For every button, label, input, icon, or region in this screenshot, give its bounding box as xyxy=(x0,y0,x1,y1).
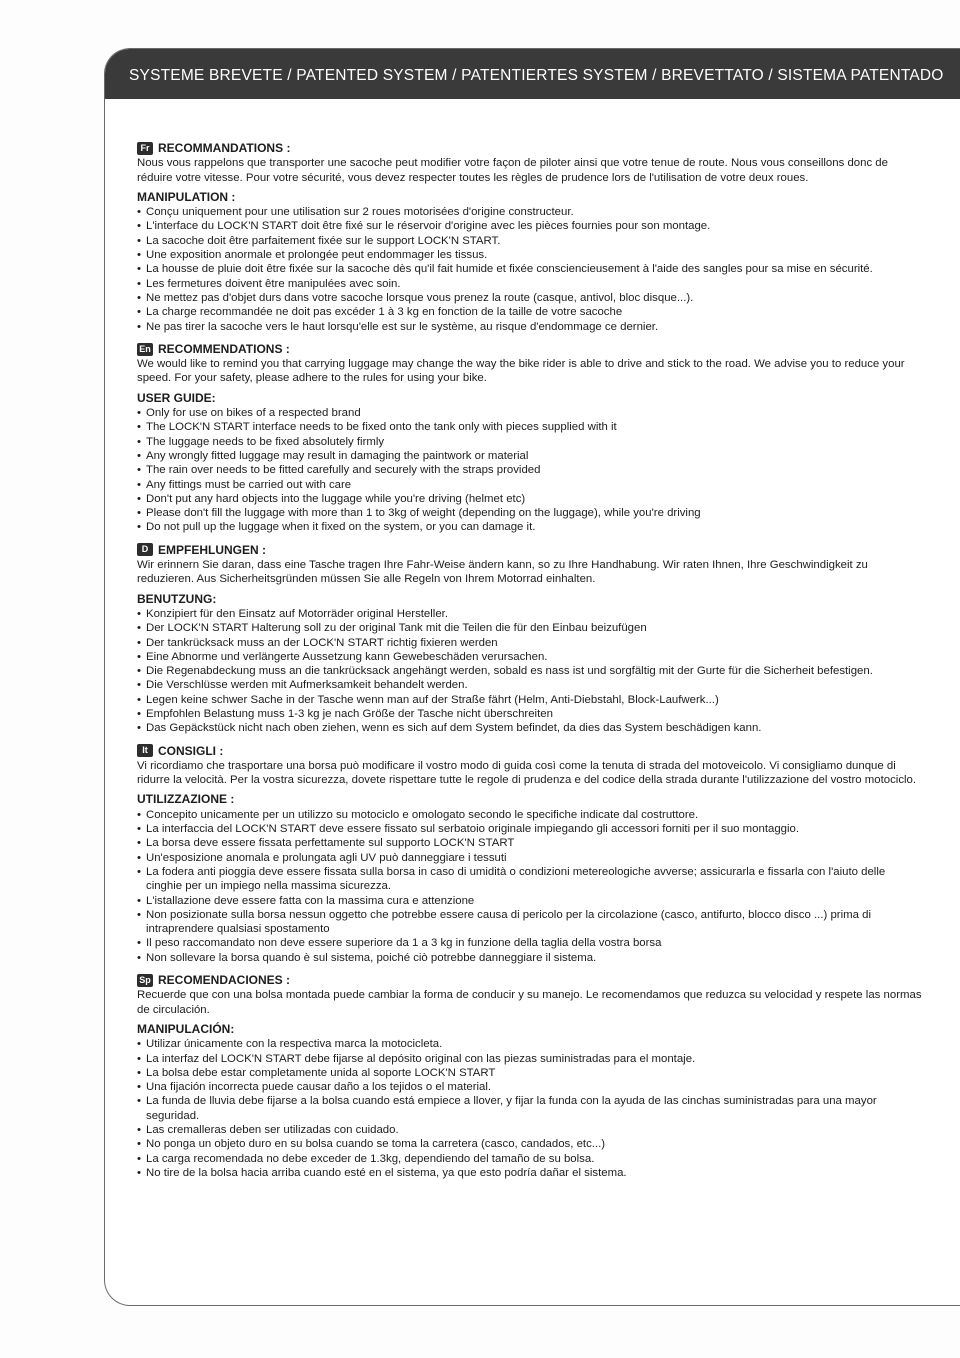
list-item: • Der tankrücksack muss an der LOCK'N START richtig fixieren werden xyxy=(137,636,923,650)
list-item: • No ponga un objeto duro en su bolsa cuando se toma la carretera (casco, candados, etc...) xyxy=(137,1137,923,1151)
flag-es-icon: Sp xyxy=(137,974,153,987)
bullet-list xyxy=(137,808,923,965)
list-item: • Eine Abnorme und verlängerte Aussetzung kann Gewebeschäden verursachen. xyxy=(137,650,923,664)
list-item: • Una fijación incorrecta puede causar daño a los tejidos o el material. xyxy=(137,1080,923,1094)
list-item: • La fodera anti pioggia deve essere fissata sulla borsa in caso di umidità o condizioni metereologiche avverse; assicurarla e fissarla con l'aiuto delle cinghie per un impiego nella massima sicurezza. xyxy=(137,865,923,894)
section-title: RECOMMANDATIONS : xyxy=(158,141,291,155)
list-item: • La interfaccia del LOCK'N START deve essere fissato sul serbatoio originale impiegando gli accessori forniti per il suo montaggio. xyxy=(137,822,923,836)
list-item: • No tire de la bolsa hacia arriba cuando esté en el sistema, ya que esto podría dañar el sistema. xyxy=(137,1166,923,1180)
list-item: • Die Verschlüsse werden mit Aufmerksamkeit behandelt werden. xyxy=(137,678,923,692)
list-item: • Der LOCK'N START Halterung soll zu der original Tank mit die Teilen die für den Einbau beizufügen xyxy=(137,621,923,635)
section-title: EMPFEHLUNGEN : xyxy=(158,542,266,557)
bullet-list xyxy=(137,1037,923,1180)
section-heading xyxy=(137,342,923,356)
list-item: • The LOCK'N START interface needs to be fixed onto the tank only with pieces supplied with it xyxy=(137,420,923,434)
list-item: • La carga recomendada no debe exceder de 1.3kg, dependiendo del tamaño de su bolsa. xyxy=(137,1152,923,1166)
section-subtitle: MANIPULACIÓN: xyxy=(137,1021,235,1036)
section-paragraph: Wir erinnern Sie daran, dass eine Tasche tragen Ihre Fahr-Weise ändern kann, so zu Ihre Handhabung. Wir raten Ihnen, Ihre Geschwindigkeit zu reduzieren. Aus Sicherheitsgründen müssen Sie alle Regeln von Ihrem Motorrad einhalten. xyxy=(137,559,868,586)
flag-de-icon: D xyxy=(137,543,153,556)
list-item: • L'interface du LOCK'N START doit être fixé sur le réservoir d'origine avec les pièces fournies pour son montage. xyxy=(137,219,923,233)
bullet-list xyxy=(137,205,923,334)
section-it xyxy=(137,744,923,965)
list-item: • Do not pull up the luggage when it fixed on the system, or you can damage it. xyxy=(137,520,923,534)
list-item: • Conçu uniquement pour une utilisation sur 2 roues motorisées d'origine constructeur. xyxy=(137,205,923,219)
list-item: • La bolsa debe estar completamente unida al soporte LOCK'N START xyxy=(137,1066,923,1080)
list-item: • Ne mettez pas d'objet durs dans votre sacoche lorsque vous prenez la route (casque, antivol, bloc disque...). xyxy=(137,291,923,305)
section-paragraph: Nous vous rappelons que transporter une sacoche peut modifier votre façon de piloter ainsi que votre tenue de route. Nous vous conseillons donc de réduire votre vitesse. Pour votre sécurité, vous devez respecter toutes les règles de prudence lors de l'utilisation de votre deux roues. xyxy=(137,157,888,184)
header-title: SYSTEME BREVETE / PATENTED SYSTEM / PATENTIERTES SYSTEM / BREVETTATO / SISTEMA PATENTADO xyxy=(129,67,944,84)
list-item: • Il peso raccomandato non deve essere superiore da 1 a 3 kg in funzione della taglia della vostra borsa xyxy=(137,936,923,950)
section-fr xyxy=(137,141,923,334)
section-subtitle: USER GUIDE: xyxy=(137,390,216,405)
section-subtitle: BENUTZUNG: xyxy=(137,591,217,606)
list-item: • Legen keine schwer Sache in der Tasche wenn man auf der Straße fährt (Helm, Anti-Diebstahl, Block-Laufwerk...) xyxy=(137,693,923,707)
flag-fr-icon: Fr xyxy=(137,142,153,155)
section-subtitle: MANIPULATION : xyxy=(137,189,236,204)
list-item: • La charge recommandée ne doit pas excéder 1 à 3 kg en fonction de la taille de votre sacoche xyxy=(137,305,923,319)
list-item: • The luggage needs to be fixed absolutely firmly xyxy=(137,435,923,449)
bullet-list xyxy=(137,607,923,736)
section-subtitle: UTILIZZAZIONE : xyxy=(137,792,235,807)
section-title: RECOMMENDATIONS : xyxy=(158,341,290,356)
list-item: • La housse de pluie doit être fixée sur la sacoche dès qu'il fait humide et fixée consciencieusement à l'aide des sangles pour sa mise en sécurité. xyxy=(137,262,923,276)
list-item: • Only for use on bikes of a respected brand xyxy=(137,406,923,420)
list-item: • Any fittings must be carried out with care xyxy=(137,478,923,492)
list-item: • Une exposition anormale et prolongée peut endommager les tissus. xyxy=(137,248,923,262)
list-item: • Any wrongly fitted luggage may result in damaging the paintwork or material xyxy=(137,449,923,463)
section-title: CONSIGLI : xyxy=(158,743,224,758)
flag-it-icon: It xyxy=(137,744,153,757)
list-item: • Utilizar únicamente con la respectiva marca la motocicleta. xyxy=(137,1037,923,1051)
list-item: • L'istallazione deve essere fatta con la massima cura e attenzione xyxy=(137,894,923,908)
section-heading xyxy=(137,141,923,155)
list-item: • Please don't fill the luggage with more than 1 to 3kg of weight (depending on the luggage), while you're driving xyxy=(137,506,923,520)
list-item: • Las cremalleras deben ser utilizadas con cuidado. xyxy=(137,1123,923,1137)
section-heading xyxy=(137,973,923,987)
list-item: • The rain over needs to be fitted carefully and securely with the straps provided xyxy=(137,463,923,477)
list-item: • Konzipiert für den Einsatz auf Motorräder original Hersteller. xyxy=(137,607,923,621)
flag-en-icon: En xyxy=(137,343,153,356)
list-item: • Les fermetures doivent être manipulées avec soin. xyxy=(137,277,923,291)
list-item: • Non sollevare la borsa quando è sul sistema, poiché ciò potrebbe danneggiare il sistema. xyxy=(137,951,923,965)
section-es xyxy=(137,973,923,1180)
section-paragraph: We would like to remind you that carrying luggage may change the way the bike rider is able to drive and stick to the road. We advise you to reduce your speed. For your safety, please adhere to the rules for using your bike. xyxy=(137,358,905,385)
section-de xyxy=(137,543,923,736)
list-item: • Das Gepäckstück nicht nach oben ziehen, wenn es sich auf dem System befindet, da dies das System beschädigen kann. xyxy=(137,721,923,735)
list-item: • Die Regenabdeckung muss an die tankrücksack angehängt werden, sobald es nass ist und sorgfältig mit der Gurte für die Sicherheit befestigen. xyxy=(137,664,923,678)
section-paragraph: Vi ricordiamo che trasportare una borsa può modificare il vostro modo di guida così come la tenuta di strada del motoveicolo. Vi consigliamo dunque di ridurre la velocità. Per la vostra sicurezza, dovete rispettare tutte le regole di prudenza e del codice della strada durante l'utilizzazione del vostro motociclo. xyxy=(137,759,917,787)
list-item: • Ne pas tirer la sacoche vers le haut lorsqu'elle est sur le système, au risque d'endommage ce dernier. xyxy=(137,320,923,334)
document-frame xyxy=(104,48,960,1306)
section-en xyxy=(137,342,923,535)
list-item: • Non posizionate sulla borsa nessun oggetto che potrebbe essere causa di pericolo per la circolazione (casco, antifurto, blocco disco ...) prima di intraprendere qualsiasi spostamento xyxy=(137,908,923,937)
section-heading xyxy=(137,543,923,557)
list-item: • Empfohlen Belastung muss 1-3 kg je nach Größe der Tasche nicht überschreiten xyxy=(137,707,923,721)
section-title: RECOMENDACIONES : xyxy=(158,973,291,988)
section-heading xyxy=(137,744,923,758)
list-item: • La borsa deve essere fissata perfettamente sul supporto LOCK'N START xyxy=(137,836,923,850)
list-item: • La funda de lluvia debe fijarse a la bolsa cuando está empiece a llover, y fijar la funda con la ayuda de las cinchas suministradas para una mayor seguridad. xyxy=(137,1094,923,1123)
list-item: • Concepito unicamente per un utilizzo su motociclo e omologato secondo le specifiche indicate dal costruttore. xyxy=(137,808,923,822)
list-item: • La interfaz del LOCK'N START debe fijarse al depósito original con las piezas suministradas para el montaje. xyxy=(137,1052,923,1066)
list-item: • La sacoche doit être parfaitement fixée sur le support LOCK'N START. xyxy=(137,234,923,248)
content-area xyxy=(137,141,923,1188)
bullet-list xyxy=(137,406,923,535)
section-paragraph: Recuerde que con una bolsa montada puede cambiar la forma de conducir y su manejo. Le recomendamos que reduzca su velocidad y respete las normas de circulación. xyxy=(137,989,922,1016)
list-item: • Don't put any hard objects into the luggage while you're driving (helmet etc) xyxy=(137,492,923,506)
list-item: • Un'esposizione anomala e prolungata agli UV può danneggiare i tessuti xyxy=(137,851,923,865)
header-band xyxy=(105,49,960,99)
